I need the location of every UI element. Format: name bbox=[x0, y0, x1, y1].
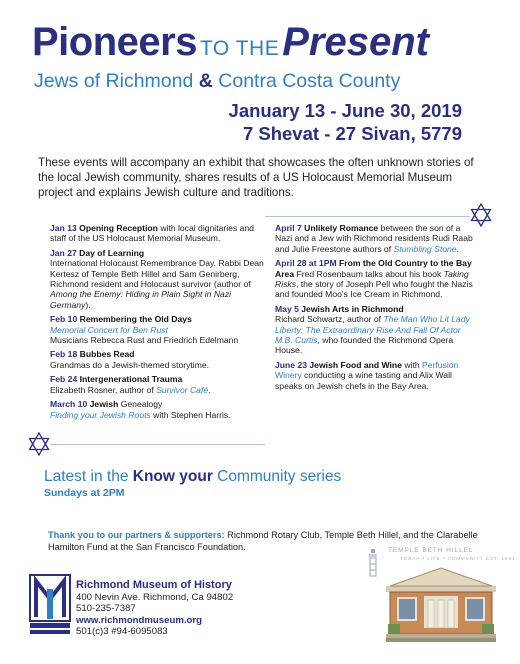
series-bold: Know your bbox=[132, 468, 213, 485]
museum-address: 400 Nevin Ave. Richmond, Ca 94802 bbox=[76, 591, 234, 603]
event-text: Elizabeth Rosner, author of bbox=[50, 384, 157, 395]
event-item bbox=[50, 314, 265, 345]
dates-hebrew: 7 Shevat - 27 Sivan, 5779 bbox=[242, 123, 462, 144]
event-link[interactable]: The Man Who Lit Lady Liberty: The Extraordinary Rise And Fall Of Actor M.B. Curtis bbox=[275, 314, 470, 346]
event-link[interactable]: Stumbling Stone bbox=[393, 243, 457, 254]
temple-tagline bbox=[400, 556, 515, 561]
event-link[interactable]: Finding your Jewish Roots bbox=[50, 409, 151, 420]
exhibit-subtitle bbox=[34, 70, 400, 93]
event-title: Unlikely Romance bbox=[304, 223, 379, 233]
museum-phone: 510-235-7387 bbox=[76, 603, 136, 614]
event-text-end: , who founded the Richmond Opera House. bbox=[275, 335, 454, 356]
museum-info bbox=[76, 580, 233, 638]
event-title: Remembering the Old Days bbox=[79, 314, 192, 325]
museum-website-link[interactable]: www.richmondmuseum.org bbox=[76, 614, 202, 626]
museum-name: Richmond Museum of History bbox=[76, 579, 232, 591]
event-item bbox=[50, 399, 265, 420]
museum-building-illustration bbox=[386, 566, 496, 644]
event-title: From the Old Country to the Bay Area bbox=[275, 258, 472, 279]
event-item bbox=[50, 248, 265, 310]
event-book-title: Taking Risks bbox=[275, 268, 469, 290]
event-text: Richard Schwartz, author of bbox=[275, 314, 384, 325]
title-present: Present bbox=[282, 20, 429, 64]
event-text: Genealogy bbox=[118, 399, 163, 410]
temple-est: EST. 1964 bbox=[486, 556, 516, 561]
temple-name: TEMPLE BETH HILLEL bbox=[388, 547, 474, 554]
series-prefix: Latest in the bbox=[44, 468, 133, 485]
event-text: Fred Rosenbaum talks about his book bbox=[294, 268, 444, 279]
event-title: Bubbes Read bbox=[79, 349, 135, 360]
subtitle-ampersand: & bbox=[198, 70, 213, 92]
event-title: Jewish Arts in Richmond bbox=[301, 303, 404, 314]
intro-paragraph: These events will accompany an exhibit that showcases the often unknown stories of the local Jewish community, shares results of a US Holocaust Memorial Museum project and explains Jewish culture and traditions. bbox=[38, 156, 474, 199]
dates-gregorian: January 13 - June 30, 2019 bbox=[228, 100, 462, 121]
title-pioneers: Pioneers bbox=[32, 20, 197, 64]
star-of-david-icon bbox=[28, 432, 50, 456]
tower-logo bbox=[366, 548, 380, 578]
thanks-text: Richmond Rotary Club, Temple Beth Hillel, and the Clarabelle Hamilton Fund at the San Francisco Foundation. bbox=[48, 530, 478, 552]
event-item bbox=[275, 258, 475, 300]
event-item bbox=[275, 360, 475, 391]
event-date: April 28 at 1PM bbox=[275, 258, 337, 269]
event-text-end: ). bbox=[85, 299, 91, 310]
event-item bbox=[50, 349, 265, 370]
event-link[interactable]: Survivor Café bbox=[156, 384, 209, 395]
event-item bbox=[275, 223, 475, 254]
museum-tax-id: 501(c)3 #94-6095083 bbox=[76, 626, 168, 637]
event-date: April 7 bbox=[275, 223, 302, 233]
divider-bottom bbox=[50, 444, 265, 445]
event-date: June 23 bbox=[275, 359, 308, 370]
event-link[interactable]: Perfusion Winery bbox=[275, 359, 459, 381]
event-date: Jan 27 bbox=[50, 247, 77, 258]
series-suffix: Community series bbox=[212, 468, 342, 485]
event-text: between the son of a Nazi and a Jew with Richmond residents Rudi Raab and Julie Freestone authors of bbox=[275, 223, 473, 254]
event-text: Grandmas do a Jewish-themed storytime. bbox=[50, 359, 210, 370]
event-date: May 5 bbox=[275, 303, 299, 314]
event-text: Musicians Rebecca Rust and Friedrich Edelmann bbox=[50, 335, 239, 346]
event-date: Feb 10 bbox=[50, 314, 78, 325]
events-left-column bbox=[50, 223, 265, 424]
event-item bbox=[275, 304, 475, 356]
event-text-end: with Stephen Harris. bbox=[150, 409, 231, 420]
temple-tagline-text: TORAH • LIFE • COMMUNITY bbox=[400, 556, 484, 561]
event-text-end: . bbox=[208, 384, 211, 395]
event-item bbox=[50, 223, 265, 244]
event-text-end: , the story of Joseph Pell who fought the Nazis and founded Moo's Ice Cream in Richmond. bbox=[275, 279, 473, 300]
thanks-lead: Thank you to our partners & supporters: bbox=[48, 530, 225, 540]
event-text-end: . bbox=[456, 243, 459, 254]
series-schedule: Sundays at 2PM bbox=[44, 487, 125, 499]
event-book-title: Among the Enemy: Hiding in Plain Sight in Nazi Germany bbox=[50, 289, 232, 310]
event-text: with bbox=[401, 359, 423, 370]
event-text: with local dignitaries and staff of the US Holocaust Memorial Museum. bbox=[50, 223, 254, 244]
events-right-column bbox=[275, 223, 475, 395]
subtitle-richmond: Jews of Richmond bbox=[34, 70, 194, 92]
event-title: Jewish bbox=[89, 399, 119, 410]
series-heading bbox=[44, 468, 341, 486]
event-date: Jan 13 bbox=[50, 223, 77, 233]
event-text-end: conducting a wine tasting and Alix Wall speaks on Jewish chefs in the Bay Area. bbox=[275, 370, 452, 391]
event-title: Intergenerational Trauma bbox=[79, 374, 183, 385]
event-date: Feb 24 bbox=[50, 374, 78, 385]
event-item bbox=[50, 374, 265, 395]
event-title: Opening Reception bbox=[79, 223, 158, 233]
divider-top bbox=[265, 216, 470, 217]
richmond-museum-logo bbox=[28, 573, 72, 639]
event-link[interactable]: Memorial Concert for Ben Rust bbox=[50, 324, 168, 335]
exhibit-title bbox=[32, 22, 429, 62]
subtitle-contra-costa: Contra Costa County bbox=[218, 70, 401, 92]
event-date: Feb 18 bbox=[50, 349, 78, 360]
event-date: March 10 bbox=[50, 399, 88, 410]
event-text: International Holocaust Remembrance Day. Rabbi Dean Kertesz of Temple Beth Hillel and Sam Genirberg, Richmond resident and Holocaust survivor (author of bbox=[50, 258, 264, 290]
event-title: Jewish Food and Wine bbox=[309, 359, 402, 370]
event-title: Day of Learning bbox=[79, 247, 145, 258]
title-to-the: TO THE bbox=[199, 37, 280, 60]
